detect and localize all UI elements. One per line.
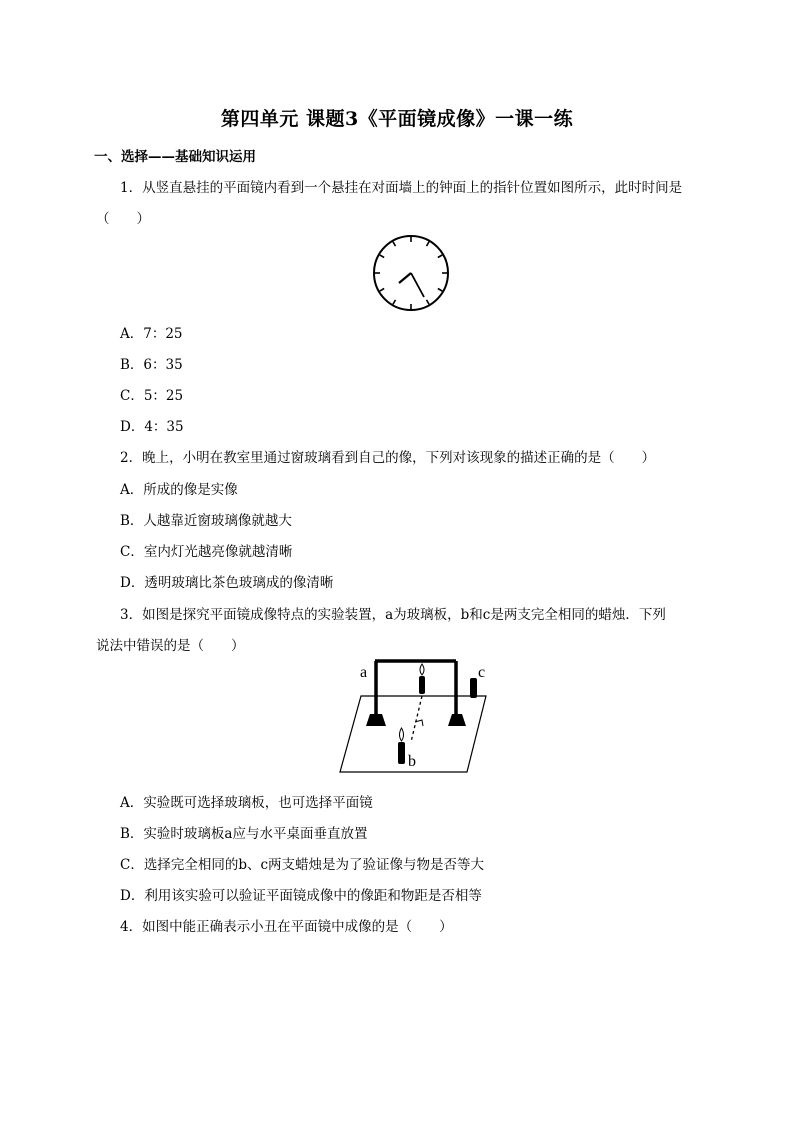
- q2-option-b[interactable]: B．人越靠近窗玻璃像就越大: [120, 513, 292, 529]
- clock-tick: [427, 242, 430, 246]
- dashed-line: [411, 696, 422, 742]
- q2-stem: 2．晚上，小明在教室里通过窗玻璃看到自己的像，下列对该现象的描述正确的是（ ）: [120, 450, 656, 466]
- q2-option-a[interactable]: A．所成的像是实像: [120, 482, 238, 498]
- candle-b-flame-icon: [400, 728, 404, 741]
- section-heading: 一、选择——基础知识运用: [94, 149, 256, 165]
- clock-minute-hand: [411, 273, 424, 297]
- q2-option-d[interactable]: D．透明玻璃比茶色玻璃成的像清晰: [120, 575, 334, 591]
- page-title: 第四单元 课题3《平面镜成像》一课一练: [220, 108, 574, 130]
- q1-option-b[interactable]: B．6：35: [120, 357, 183, 373]
- q4-stem: 4．如图中能正确表示小丑在平面镜中成像的是（ ）: [120, 919, 453, 935]
- clock-tick: [438, 289, 442, 292]
- q1-option-d[interactable]: D．4：35: [120, 419, 184, 435]
- q3-stem-cont: 说法中错误的是（ ）: [96, 638, 245, 654]
- clock-tick: [380, 255, 384, 258]
- clock-hour-hand: [399, 273, 411, 283]
- q3-option-c[interactable]: C．选择完全相同的b、c两支蜡烛是为了验证像与物是否等大: [120, 857, 485, 873]
- experiment-figure: [336, 656, 492, 774]
- candle-image: [419, 676, 425, 694]
- clock-tick: [393, 300, 396, 304]
- q1-stem: 1．从竖直悬挂的平面镜内看到一个悬挂在对面墙上的钟面上的指针位置如图所示，此时时间是: [120, 180, 683, 196]
- q1-option-c[interactable]: C．5：25: [120, 388, 184, 404]
- label-a: a: [360, 664, 368, 681]
- clock-tick: [427, 300, 430, 304]
- q3-option-d[interactable]: D．利用该实验可以验证平面镜成像中的像距和物距是否相等: [120, 888, 482, 904]
- candle-b: [398, 742, 405, 764]
- q3-option-a[interactable]: A．实验既可选择玻璃板，也可选择平面镜: [120, 795, 373, 811]
- q3-option-b[interactable]: B．实验时玻璃板a应与水平桌面垂直放置: [120, 826, 368, 842]
- label-b: b: [408, 753, 416, 770]
- q1-option-a[interactable]: A．7：25: [120, 326, 183, 342]
- candle-c: [470, 678, 477, 698]
- glass-base-right: [448, 714, 466, 726]
- image-flame-icon: [420, 664, 424, 675]
- q2-option-c[interactable]: C．室内灯光越亮像就越清晰: [120, 544, 293, 560]
- clock-tick: [438, 255, 442, 258]
- label-c: c: [478, 664, 486, 681]
- q3-stem: 3．如图是探究平面镜成像特点的实验装置，a为玻璃板，b和c是两支完全相同的蜡烛．下列: [120, 607, 666, 623]
- q1-stem-cont: （ ）: [96, 211, 150, 227]
- clock-figure: [371, 233, 451, 313]
- clock-tick: [393, 242, 396, 246]
- glass-base-left: [366, 714, 386, 726]
- clock-tick: [380, 289, 384, 292]
